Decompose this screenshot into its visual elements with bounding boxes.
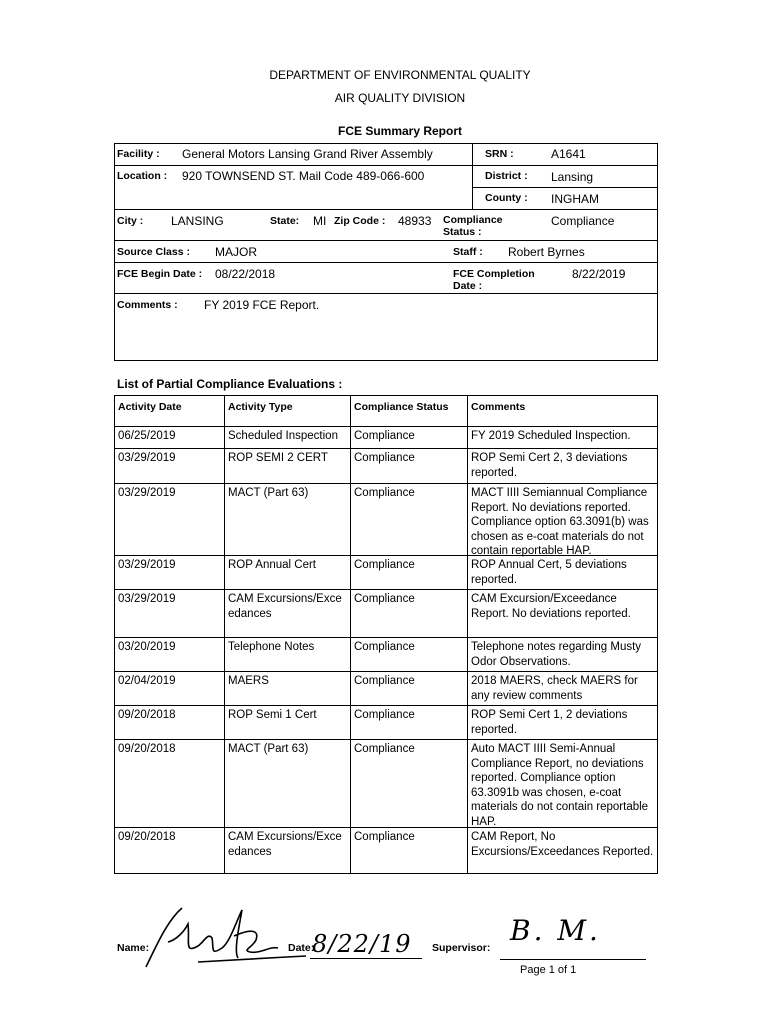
pce-cell-type: MACT (Part 63) xyxy=(228,743,309,755)
pce-cell-date: 02/04/2019 xyxy=(118,675,176,687)
pce-header-1: Activity Type xyxy=(228,401,293,413)
pce-cell-status: Compliance xyxy=(354,559,415,571)
fce-completion-label: FCE Completion Date : xyxy=(453,268,535,292)
fce-begin-label: FCE Begin Date : xyxy=(117,268,203,280)
facility-label: Facility : xyxy=(117,148,160,160)
pce-cell-date: 03/20/2019 xyxy=(118,641,176,653)
pce-cell-type: MACT (Part 63) xyxy=(228,487,309,499)
pce-cell-status: Compliance xyxy=(354,831,415,843)
zip-label: Zip Code : xyxy=(334,215,386,227)
pce-cell-type: MAERS xyxy=(228,675,269,687)
pce-cell-comments: ROP Semi Cert 1, 2 deviations reported. xyxy=(471,709,628,736)
city-label: City : xyxy=(117,215,144,227)
state-label: State: xyxy=(270,215,300,227)
facility-value: General Motors Lansing Grand River Assembly xyxy=(182,147,433,161)
date-handwritten: 8/22/19 xyxy=(312,930,412,958)
pce-cell-status: Compliance xyxy=(354,593,415,605)
pce-cell-date: 06/25/2019 xyxy=(118,430,176,442)
division-title: AIR QUALITY DIVISION xyxy=(334,91,466,105)
pce-cell-status: Compliance xyxy=(354,743,415,755)
state-value: MI xyxy=(313,214,327,228)
pce-cell-date: 03/29/2019 xyxy=(118,452,176,464)
comments-label: Comments : xyxy=(117,299,178,311)
location-label: Location : xyxy=(117,170,168,182)
district-value: Lansing xyxy=(551,170,594,184)
pce-cell-date: 03/29/2019 xyxy=(118,487,176,499)
pce-cell-comments: 2018 MAERS, check MAERS for any review comments xyxy=(471,675,638,702)
srn-value: A1641 xyxy=(551,147,586,161)
department-title: DEPARTMENT OF ENVIRONMENTAL QUALITY xyxy=(269,68,531,82)
county-label: County : xyxy=(485,192,528,204)
fce-begin-value: 08/22/2018 xyxy=(215,267,276,281)
pce-cell-type: Scheduled Inspection xyxy=(228,430,338,442)
comments-value: FY 2019 FCE Report. xyxy=(204,298,320,312)
fce-completion-value: 8/22/2019 xyxy=(572,267,626,281)
pce-cell-status: Compliance xyxy=(354,709,415,721)
report-title: FCE Summary Report xyxy=(337,124,463,138)
pce-cell-comments: CAM Excursion/Exceedance Report. No deviations reported. xyxy=(471,593,631,620)
pce-title: List of Partial Compliance Evaluations : xyxy=(117,377,343,391)
pce-cell-comments: CAM Report, No Excursions/Exceedances Reported. xyxy=(471,831,654,858)
compliance-status-label: Compliance Status : xyxy=(443,214,503,238)
staff-label: Staff : xyxy=(453,246,483,258)
source-class-value: MAJOR xyxy=(215,245,257,259)
pce-cell-comments: ROP Annual Cert, 5 deviations reported. xyxy=(471,559,627,586)
source-class-label: Source Class : xyxy=(117,246,190,258)
pce-cell-type: ROP SEMI 2 CERT xyxy=(228,452,328,464)
pce-cell-date: 09/20/2018 xyxy=(118,743,176,755)
pce-cell-type: Telephone Notes xyxy=(228,641,315,653)
pce-cell-status: Compliance xyxy=(354,487,415,499)
pce-cell-comments: ROP Semi Cert 2, 3 deviations reported. xyxy=(471,452,628,479)
pce-cell-comments: MACT IIII Semiannual Compliance Report. No deviations reported. Compliance option 63.3091(b) was chosen as e-coat materials do not contain reportable HAP. xyxy=(471,487,649,557)
staff-value: Robert Byrnes xyxy=(508,245,585,259)
srn-label: SRN : xyxy=(485,148,514,160)
pce-cell-comments: FY 2019 Scheduled Inspection. xyxy=(471,430,631,442)
page-number: Page 1 of 1 xyxy=(520,964,577,976)
pce-cell-status: Compliance xyxy=(354,641,415,653)
pce-header-3: Comments xyxy=(471,401,526,413)
city-value: LANSING xyxy=(171,214,224,228)
pce-cell-type: ROP Annual Cert xyxy=(228,559,317,571)
pce-cell-type: CAM Excursions/Exceedances xyxy=(228,831,342,858)
location-value: 920 TOWNSEND ST. Mail Code 489-066-600 xyxy=(182,169,425,183)
pce-cell-status: Compliance xyxy=(354,675,415,687)
pce-cell-type: ROP Semi 1 Cert xyxy=(228,709,317,721)
name-label: Name: xyxy=(117,942,150,954)
pce-cell-date: 09/20/2018 xyxy=(118,709,176,721)
county-value: INGHAM xyxy=(551,192,599,206)
pce-header-0: Activity Date xyxy=(118,401,182,413)
date-label: Date: xyxy=(288,942,315,954)
district-label: District : xyxy=(485,170,528,182)
pce-cell-date: 03/29/2019 xyxy=(118,593,176,605)
pce-cell-status: Compliance xyxy=(354,430,415,442)
pce-cell-comments: Telephone notes regarding Musty Odor Observations. xyxy=(471,641,642,668)
pce-cell-date: 09/20/2018 xyxy=(118,831,176,843)
pce-cell-date: 03/29/2019 xyxy=(118,559,176,571)
supervisor-initials: B. M. xyxy=(510,914,601,947)
pce-table xyxy=(114,395,658,874)
compliance-status-value: Compliance xyxy=(551,214,615,228)
name-signature xyxy=(138,902,308,972)
pce-cell-status: Compliance xyxy=(354,452,415,464)
zip-value: 48933 xyxy=(398,214,432,228)
pce-cell-comments: Auto MACT IIII Semi-Annual Compliance Report, no deviations reported. Compliance option 63.3091b was chosen, e-coat materials do not contain reportable HAP. xyxy=(471,743,649,828)
supervisor-label: Supervisor: xyxy=(432,942,491,954)
pce-cell-type: CAM Excursions/Exceedances xyxy=(228,593,342,620)
pce-header-2: Compliance Status xyxy=(354,401,449,413)
